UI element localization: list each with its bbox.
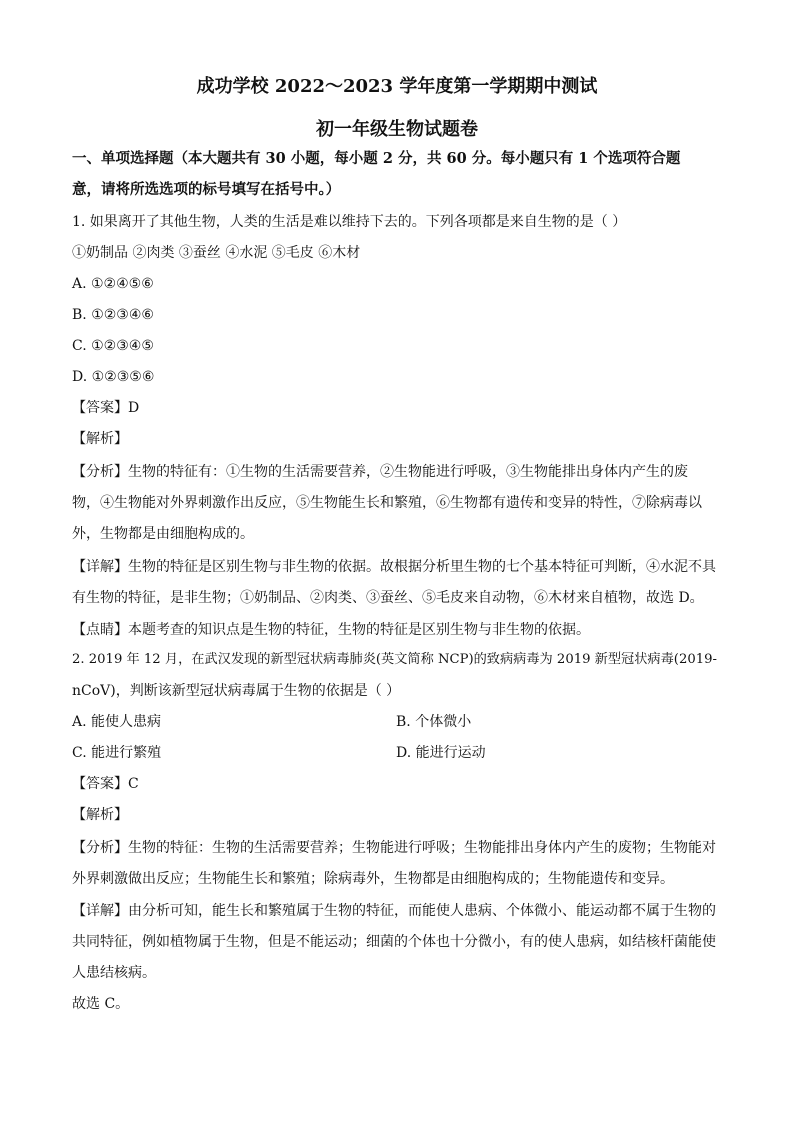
q1-option-d: D. ①②③⑤⑥: [72, 369, 155, 385]
q1-xiangjie-line-1: [72, 558, 716, 576]
q2-option-d: D. 能进行运动: [396, 745, 486, 761]
q2-fenxi-line-2: 外界刺激做出反应；生物能生长和繁殖；除病毒外，生物都是由细胞构成的；生物能遗传和变异。: [72, 871, 674, 887]
q1-stem: 1. 如果离开了其他生物，人类的生活是难以维持下去的。下列各项都是来自生物的是（ ）: [72, 214, 627, 230]
q2-option-a: A. 能使人患病: [72, 714, 162, 730]
q1-option-c: C. ①②③④⑤: [72, 338, 154, 354]
section-heading-line-1: 一、单项选择题（本大题共有 30 小题，每小题 2 分，共 60 分。每小题只有 1 个选项符合题: [72, 150, 681, 167]
q2-fenxi-text-1: 生物的特征：生物的生活需要营养；生物能进行呼吸；生物能排出身体内产生的废物；生物能对: [128, 840, 716, 856]
q1-dianjing-label: 【点睛】: [72, 622, 128, 638]
exam-subtitle: 初一年级生物试题卷: [316, 119, 478, 140]
q2-option-b: B. 个体微小: [396, 714, 472, 730]
q2-answer-label: 【答案】: [72, 776, 128, 792]
q2-stem-line-2: nCoV)，判断该新型冠状病毒属于生物的依据是（ ）: [72, 683, 401, 699]
q1-dianjing-text: 本题考查的知识点是生物的特征，生物的特征是区别生物与非生物的依据。: [128, 622, 590, 638]
q1-answer: [72, 399, 139, 417]
q1-answer-value: D: [128, 400, 140, 416]
q1-fenxi-label: 【分析】: [72, 464, 128, 480]
q1-dianjing-line: [72, 621, 590, 639]
q1-fenxi-line-3: 外，生物都是由细胞构成的。: [72, 526, 254, 542]
section-heading-line-2: 意，请将所选选项的标号填写在括号中。）: [72, 181, 341, 198]
q2-jiexi-label: 【解析】: [72, 807, 128, 823]
q2-conclusion: 故选 C。: [72, 996, 130, 1012]
q2-xiangjie-line-1: [72, 902, 716, 920]
q1-fenxi-line-1: [72, 463, 688, 481]
q2-xiangjie-line-2: 共同特征，例如植物属于生物，但是不能运动；细菌的个体也十分微小，有的使人患病，如结核杆菌能使: [72, 934, 716, 950]
q2-fenxi-label: 【分析】: [72, 840, 128, 856]
exam-title: 成功学校 2022～2023 学年度第一学期期中测试: [196, 76, 598, 97]
q2-stem-line-1: 2. 2019 年 12 月，在武汉发现的新型冠状病毒肺炎(英文简称 NCP)的致病病毒为 2019 新型冠状病毒(2019-: [72, 652, 717, 667]
q2-xiangjie-label: 【详解】: [72, 903, 128, 919]
q2-xiangjie-text-1: 由分析可知，能生长和繁殖属于生物的特征，而能使人患病、个体微小、能运动都不属于生物的: [128, 903, 716, 919]
q1-option-a: A. ①②④⑤⑥: [72, 276, 154, 292]
q1-answer-label: 【答案】: [72, 400, 128, 416]
q1-xiangjie-text-1: 生物的特征是区别生物与非生物的依据。故根据分析里生物的七个基本特征可判断，④水泥不具: [128, 559, 716, 575]
q1-xiangjie-label: 【详解】: [72, 559, 128, 575]
q1-fenxi-text-1: 生物的特征有：①生物的生活需要营养，②生物能进行呼吸，③生物能排出身体内产生的废: [128, 464, 688, 480]
q2-option-c: C. 能进行繁殖: [72, 745, 162, 761]
q2-answer-value: C: [128, 776, 139, 792]
q2-fenxi-line-1: [72, 839, 716, 857]
q1-option-b: B. ①②③④⑥: [72, 307, 154, 323]
q1-xiangjie-line-2: 有生物的特征，是非生物；①奶制品、②肉类、③蚕丝、⑤毛皮来自动物，⑥木材来自植物，故选 D。: [72, 590, 704, 606]
q1-jiexi-label: 【解析】: [72, 431, 128, 447]
q1-fenxi-line-2: 物，④生物能对外界刺激作出反应，⑤生物能生长和繁殖，⑥生物都有遗传和变异的特性，⑦除病毒以: [72, 495, 702, 511]
q1-items: ①奶制品 ②肉类 ③蚕丝 ④水泥 ⑤毛皮 ⑥木材: [72, 245, 361, 261]
q2-answer: [72, 775, 139, 793]
q2-xiangjie-line-3: 人患结核病。: [72, 965, 156, 981]
